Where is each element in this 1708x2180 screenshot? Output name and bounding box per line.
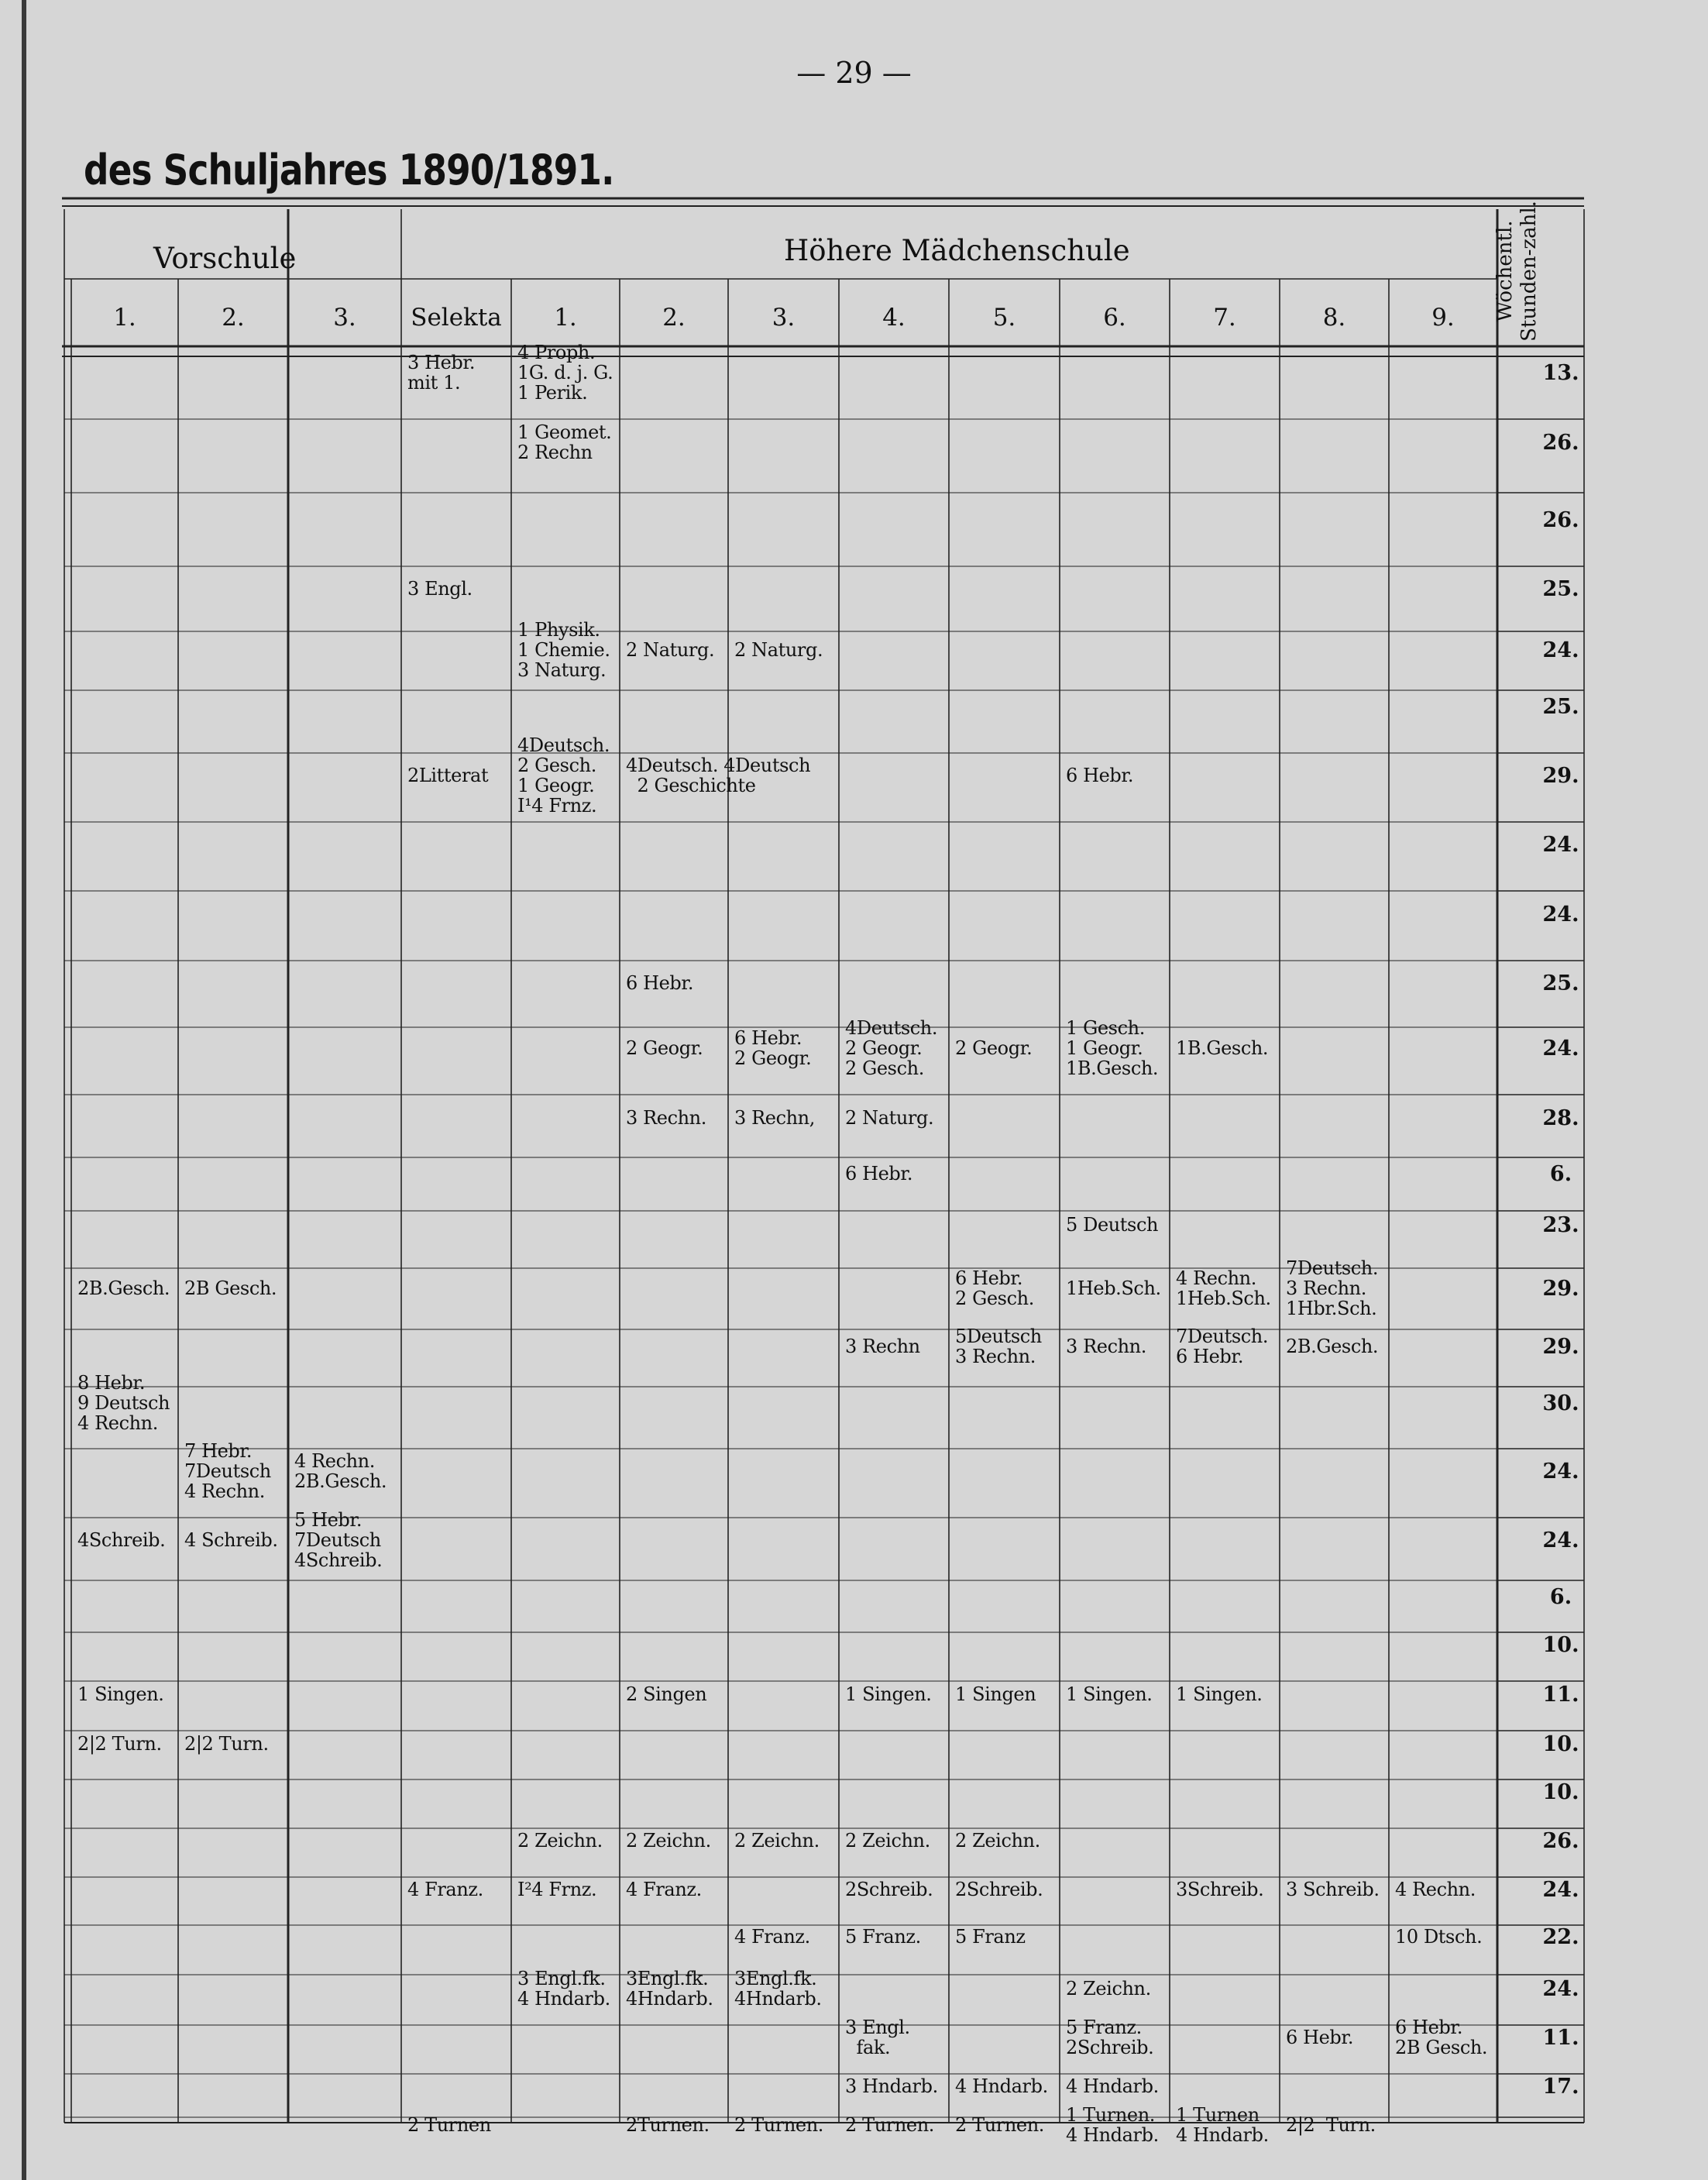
schedule-cell-h8: 2|2 Turn. — [1286, 2114, 1376, 2136]
weekly-hours-total: 24. — [1542, 1037, 1579, 1061]
column-header: Selekta — [411, 304, 502, 332]
schedule-cell-v1: 2B.Gesch. — [77, 1277, 170, 1299]
schedule-cell-h6: 1Heb.Sch. — [1066, 1277, 1161, 1299]
header-hoehere-maedchenschule: Höhere Mädchenschule — [784, 234, 1130, 267]
weekly-hours-total: 30. — [1542, 1391, 1579, 1415]
schedule-cell-h7: 1 Singen. — [1176, 1683, 1263, 1705]
weekly-hours-total: 28. — [1542, 1106, 1579, 1130]
schedule-cell-h9: 4 Rechn. — [1395, 1879, 1476, 1900]
column-header: 3. — [333, 304, 356, 332]
schedule-cell-v2: 4 Schreib. — [184, 1529, 278, 1551]
schedule-cell-v3: 4 Rechn. 2B.Gesch. — [294, 1450, 387, 1492]
schedule-cell-v1: 8 Hebr. 9 Deutsch 4 Rechn. — [77, 1372, 170, 1434]
schedule-cell-h4: 6 Hebr. — [845, 1163, 913, 1185]
weekly-hours-total: 10. — [1542, 1732, 1579, 1756]
schedule-cell-h5: 4 Hndarb. — [955, 2075, 1048, 2097]
column-header: 1. — [554, 304, 577, 332]
schedule-cell-v1: 1 Singen. — [77, 1683, 164, 1705]
schedule-cell-h4: 2 Turnen. — [845, 2114, 934, 2136]
page-number: — 29 — — [796, 56, 912, 90]
schedule-cell-sel: 3 Engl. — [407, 578, 473, 600]
column-header: 7. — [1213, 304, 1236, 332]
schedule-cell-h6: 5 Deutsch — [1066, 1214, 1159, 1236]
schedule-cell-h6: 1 Singen. — [1066, 1683, 1153, 1705]
schedule-cell-h5: 5 Franz — [955, 1926, 1026, 1948]
schedule-cell-h3: 2 Turnen. — [734, 2114, 823, 2136]
weekly-hours-total: 11. — [1542, 1683, 1579, 1707]
schedule-cell-h5: 1 Singen — [955, 1683, 1036, 1705]
schedule-cell-h2: 3Engl.fk. 4Hndarb. — [626, 1968, 713, 2010]
schedule-cell-h6: 1 Turnen. 4 Hndarb. — [1066, 2104, 1159, 2146]
schedule-cell-h2: 6 Hebr. — [626, 972, 694, 994]
weekly-hours-total: 6. — [1549, 1585, 1572, 1609]
schedule-cell-v3: 5 Hebr. 7Deutsch 4Schreib. — [294, 1509, 383, 1571]
weekly-hours-total: 6. — [1549, 1162, 1572, 1186]
schedule-cell-h2: 2 Zeichn. — [626, 1830, 711, 1852]
schedule-cell-h1: 2 Zeichn. — [517, 1830, 603, 1852]
weekly-hours-total: 24. — [1542, 1878, 1579, 1902]
schedule-cell-sel: 3 Hebr. mit 1. — [407, 352, 476, 394]
schedule-cell-h5: 2 Turnen. — [955, 2114, 1044, 2136]
schedule-cell-h1: 1 Physik. 1 Chemie. 3 Naturg. — [517, 619, 610, 681]
schedule-cell-h6: 2 Zeichn. — [1066, 1978, 1151, 1999]
schedule-cell-h3: 3 Rechn, — [734, 1107, 815, 1129]
weekly-hours-total: 25. — [1542, 695, 1579, 719]
schedule-cell-h5: 5Deutsch 3 Rechn. — [955, 1326, 1042, 1367]
schedule-cell-h4: 3 Engl. fak. — [845, 2017, 910, 2058]
column-header: 1. — [113, 304, 136, 332]
weekly-hours-total: 13. — [1542, 361, 1579, 385]
schedule-cell-v2: 2|2 Turn. — [184, 1733, 269, 1755]
schedule-cell-v2: 2B Gesch. — [184, 1277, 277, 1299]
schedule-cell-h8: 3 Schreib. — [1286, 1879, 1380, 1900]
schedule-cell-h1: 3 Engl.fk. 4 Hndarb. — [517, 1968, 610, 2010]
header-weekly-hours — [1493, 198, 1625, 345]
schedule-cell-h4: 2Schreib. — [845, 1879, 933, 1900]
weekly-hours-total: 24. — [1542, 1528, 1579, 1552]
schedule-cell-h5: 2 Geogr. — [955, 1037, 1033, 1059]
schedule-cell-h4: 3 Rechn — [845, 1336, 920, 1357]
schedule-cell-v2: 7 Hebr. 7Deutsch 4 Rechn. — [184, 1440, 271, 1502]
schedule-cell-h1: 1 Geomet. 2 Rechn — [517, 421, 612, 463]
schedule-cell-h7: 4 Rechn. 1Heb.Sch. — [1176, 1267, 1271, 1309]
schedule-cell-h1: I²4 Frnz. — [517, 1879, 597, 1900]
schedule-cell-h8: 6 Hebr. — [1286, 2027, 1354, 2048]
schedule-cell-h6: 4 Hndarb. — [1066, 2075, 1159, 2097]
weekly-hours-total: 26. — [1542, 1829, 1579, 1853]
weekly-hours-total: 17. — [1542, 2075, 1579, 2099]
schedule-cell-h2: 2 Naturg. — [626, 639, 715, 661]
column-header: 2. — [662, 304, 686, 332]
schedule-cell-h2: 3 Rechn. — [626, 1107, 706, 1129]
weekly-hours-total: 24. — [1542, 1460, 1579, 1484]
column-header: 2. — [222, 304, 245, 332]
column-header: 5. — [992, 304, 1016, 332]
schedule-cell-h6: 5 Franz. 2Schreib. — [1066, 2017, 1154, 2058]
column-header: 8. — [1322, 304, 1346, 332]
schedule-cell-h3: 6 Hebr. 2 Geogr. — [734, 1027, 812, 1069]
schedule-cell-h2: 4 Franz. — [626, 1879, 702, 1900]
schedule-cell-h7: 7Deutsch. 6 Hebr. — [1176, 1326, 1269, 1367]
weekly-hours-total: 10. — [1542, 1633, 1579, 1657]
schedule-cell-h7: 1 Turnen 4 Hndarb. — [1176, 2104, 1269, 2146]
weekly-hours-total: 25. — [1542, 577, 1579, 601]
weekly-hours-total: 25. — [1542, 971, 1579, 995]
weekly-hours-total: 24. — [1542, 1977, 1579, 2001]
column-header: 6. — [1103, 304, 1126, 332]
schedule-cell-h1: 4Deutsch. 2 Gesch. 1 Geogr. I¹4 Frnz. — [517, 734, 610, 817]
page-title: des Schuljahres 1890/1891. — [84, 146, 614, 194]
column-header: 4. — [882, 304, 906, 332]
schedule-cell-h4: 4Deutsch. 2 Geogr. 2 Gesch. — [845, 1017, 938, 1079]
schedule-cell-h7: 1B.Gesch. — [1176, 1037, 1269, 1059]
schedule-cell-h8: 7Deutsch. 3 Rechn. 1Hbr.Sch. — [1286, 1257, 1379, 1319]
schedule-cell-h4: 3 Hndarb. — [845, 2075, 938, 2097]
weekly-hours-total: 24. — [1542, 833, 1579, 857]
schedule-cell-h5: 2Schreib. — [955, 1879, 1043, 1900]
schedule-cell-h2: 2 Singen — [626, 1683, 707, 1705]
schedule-cell-h4: 5 Franz. — [845, 1926, 921, 1948]
weekly-hours-total: 24. — [1542, 903, 1579, 927]
schedule-cell-h7: 3Schreib. — [1176, 1879, 1264, 1900]
column-header: 9. — [1431, 304, 1455, 332]
weekly-hours-total: 24. — [1542, 638, 1579, 662]
schedule-cell-sel: 4 Franz. — [407, 1879, 483, 1900]
schedule-cell-sel: 2Litterat — [407, 765, 489, 786]
header-weekly-hours-text: Wöchentl. Stunden-zahl. — [1493, 201, 1541, 342]
schedule-cell-h5: 6 Hebr. 2 Gesch. — [955, 1267, 1034, 1309]
schedule-cell-h6: 1 Gesch. 1 Geogr. 1B.Gesch. — [1066, 1017, 1159, 1079]
weekly-hours-total: 22. — [1542, 1925, 1579, 1949]
schedule-cell-h3: 2 Naturg. — [734, 639, 823, 661]
schedule-cell-h1: 4 Proph. 1G. d. j. G. 1 Perik. — [517, 342, 613, 404]
schedule-cell-v1: 4Schreib. — [77, 1529, 166, 1551]
schedule-cell-sel: 2 Turnen — [407, 2114, 491, 2136]
schedule-cell-h3: 3Engl.fk. 4Hndarb. — [734, 1968, 822, 2010]
schedule-cell-h8: 2B.Gesch. — [1286, 1336, 1379, 1357]
schedule-cell-h4: 2 Zeichn. — [845, 1830, 930, 1852]
weekly-hours-total: 10. — [1542, 1780, 1579, 1804]
weekly-hours-total: 29. — [1542, 764, 1579, 788]
schedule-cell-h9: 6 Hebr. 2B Gesch. — [1395, 2017, 1488, 2058]
weekly-hours-total: 26. — [1542, 508, 1579, 532]
weekly-hours-total: 29. — [1542, 1335, 1579, 1359]
schedule-cell-h2: 4Deutsch. 4Deutsch 2 Geschichte — [626, 755, 811, 796]
schedule-cell-h4: 1 Singen. — [845, 1683, 932, 1705]
schedule-cell-h3: 2 Zeichn. — [734, 1830, 820, 1852]
schedule-cell-h9: 10 Dtsch. — [1395, 1926, 1483, 1948]
schedule-cell-h6: 6 Hebr. — [1066, 765, 1134, 786]
weekly-hours-total: 23. — [1542, 1213, 1579, 1237]
weekly-hours-total: 29. — [1542, 1277, 1579, 1301]
header-vorschule: Vorschule — [153, 242, 297, 275]
schedule-cell-v1: 2|2 Turn. — [77, 1733, 162, 1755]
column-header: 3. — [772, 304, 796, 332]
schedule-cell-h5: 2 Zeichn. — [955, 1830, 1040, 1852]
weekly-hours-total: 26. — [1542, 431, 1579, 455]
schedule-cell-h2: 2 Geogr. — [626, 1037, 703, 1059]
schedule-cell-h2: 2Turnen. — [626, 2114, 710, 2136]
schedule-cell-h6: 3 Rechn. — [1066, 1336, 1146, 1357]
schedule-cell-h4: 2 Naturg. — [845, 1107, 934, 1129]
schedule-cell-h3: 4 Franz. — [734, 1926, 810, 1948]
weekly-hours-total: 11. — [1542, 2026, 1579, 2050]
